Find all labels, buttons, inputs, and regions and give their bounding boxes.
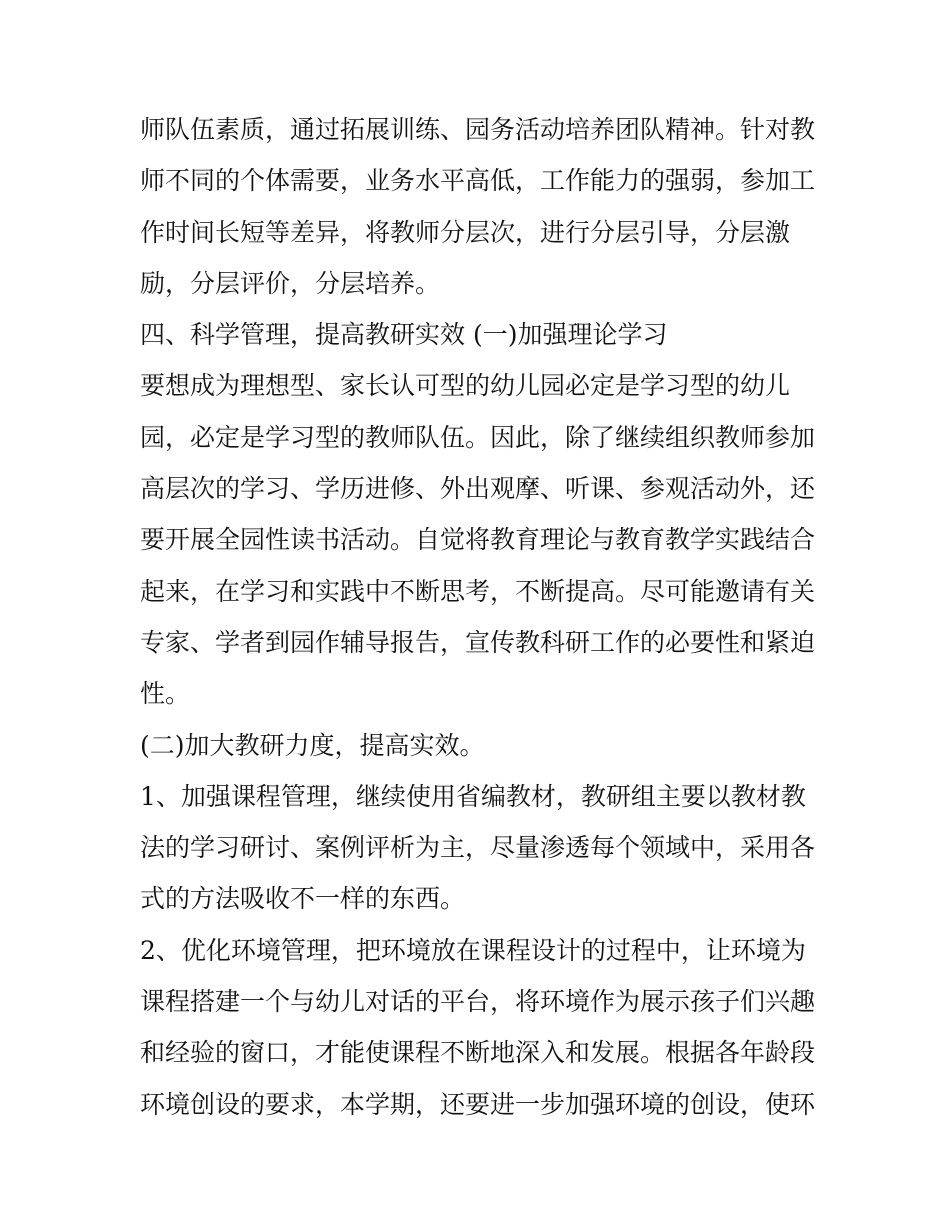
text-line: 作时间长短等差异，将教师分层次，进行分层引导，分层激 bbox=[140, 217, 791, 247]
text-line: 师队伍素质，通过拓展训练、园务活动培养团队精神。针对教 bbox=[140, 115, 816, 144]
text-line: 性。 bbox=[140, 679, 191, 709]
text-line: 专家、学者到园作辅导报告，宣传教科研工作的必要性和紧迫 bbox=[140, 627, 816, 657]
text-line: 园，必定是学习型的教师队伍。因此，除了继续组织教师参加 bbox=[140, 422, 816, 452]
text-line: 起来，在学习和实践中不断思考，不断提高。尽可能邀请有关 bbox=[140, 576, 816, 606]
text-line: 1、加强课程管理，继续使用省编教材，教研组主要以教材教 bbox=[140, 781, 806, 811]
subsection-heading: (二)加大教研力度，提高实效。 bbox=[140, 730, 485, 760]
text-line: 环境创设的要求，本学期，还要进一步加强环境的创设，使环 bbox=[140, 1089, 816, 1119]
text-line: 法的学习研讨、案例评析为主，尽量渗透每个领域中，采用各 bbox=[140, 833, 816, 863]
text-line: 励，分层评价，分层培养。 bbox=[140, 268, 441, 298]
section-heading: 四、科学管理，提高教研实效 (一)加强理论学习 bbox=[140, 320, 668, 350]
text-line: 课程搭建一个与幼儿对话的平台，将环境作为展示孩子们兴趣 bbox=[140, 987, 816, 1017]
text-line: 和经验的窗口，才能使课程不断地深入和发展。根据各年龄段 bbox=[140, 1038, 816, 1068]
text-line: 高层次的学习、学历进修、外出观摩、听课、参观活动外，还 bbox=[140, 474, 816, 504]
text-line: 2、优化环境管理，把环境放在课程设计的过程中，让环境为 bbox=[140, 935, 806, 965]
document-body bbox=[140, 104, 820, 1130]
text-line: 要开展全园性读书活动。自觉将教育理论与教育教学实践结合 bbox=[140, 525, 816, 555]
text-line: 要想成为理想型、家长认可型的幼儿园必定是学习型的幼儿 bbox=[140, 371, 791, 401]
text-line: 式的方法吸收不一样的东西。 bbox=[140, 884, 466, 914]
text-line: 师不同的个体需要，业务水平高低，工作能力的强弱，参加工 bbox=[140, 166, 816, 196]
